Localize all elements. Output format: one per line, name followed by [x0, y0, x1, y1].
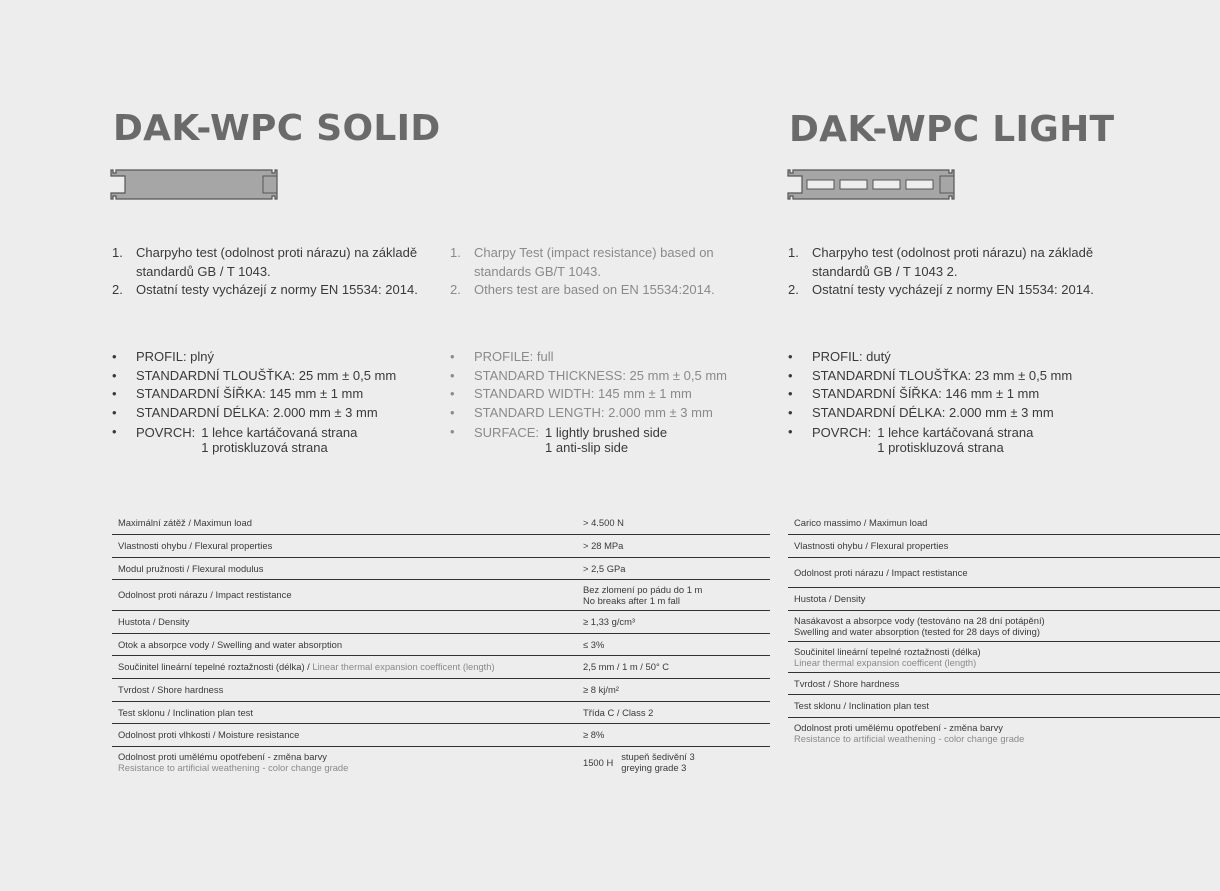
spec-item: • STANDARD WIDTH: 145 mm ± 1 mm — [450, 386, 692, 402]
table-row: Test sklonu / Inclination plan test — [788, 694, 1220, 717]
table-row: Tvrdost / Shore hardness ≥ 8 kj/m² — [112, 678, 770, 701]
table-row: Odolnost proti umělému opotřebení - změna barvy Resistance to artificial weathening - color change grade 1500 H stupeň šedivění 3 greying grade 3 — [118, 751, 695, 774]
spec-item: • PROFIL: plný — [112, 349, 215, 364]
light-properties-table — [788, 512, 1220, 749]
solid-profile-drawing — [110, 168, 278, 201]
spec-item: • STANDARD THICKNESS: 25 mm ± 0,5 mm — [450, 367, 727, 383]
light-notes-cz — [788, 244, 1118, 300]
table-row: Odolnost proti nárazu / Impact restistance Bez zlomení po pádu do 1 m No breaks after 1 m fall — [112, 579, 770, 610]
table-row: Maximální zátěž / Maximun load > 4.500 N — [112, 512, 770, 534]
spec-item: • PROFILE: full — [450, 349, 554, 364]
table-row: Vlastnosti ohybu / Flexural properties > 28 MPa — [112, 534, 770, 557]
spec-item: • STANDARDNÍ DÉLKA: 2.000 mm ± 3 mm — [788, 405, 1054, 421]
spec-item: • STANDARDNÍ TLOUŠŤKA: 23 mm ± 0,5 mm — [788, 367, 1073, 383]
table-row: Vlastnosti ohybu / Flexural properties — [788, 534, 1220, 557]
solid-title: DAK-WPC SOLID — [113, 108, 441, 149]
table-row: Tvrdost / Shore hardness — [788, 672, 1220, 694]
spec-item: • PROFIL: dutý — [788, 349, 891, 364]
table-row: Hustota / Density ≥ 1,33 g/cm³ — [112, 610, 770, 633]
spec-item: • STANDARDNÍ ŠÍŘKA: 146 mm ± 1 mm — [788, 386, 1040, 402]
note-item: 2. Others test are based on EN 15534:2014. — [450, 282, 715, 297]
spec-surface: • POVRCH: 1 lehce kartáčovaná strana 1 protiskluzová strana — [788, 423, 1034, 455]
table-row: Odolnost proti vlhkosti / Moisture resistance ≥ 8% — [112, 723, 770, 746]
note-item: 1. Charpyho test (odolnost proti nárazu) na základě standardů GB / T 1043 2. — [788, 245, 1094, 279]
solid-properties-table — [112, 512, 770, 778]
light-profile-drawing — [787, 168, 955, 201]
light-specs-cz — [788, 348, 1118, 455]
spec-surface: • POVRCH: 1 lehce kartáčovaná strana 1 protiskluzová strana — [112, 423, 358, 455]
table-row: Test sklonu / Inclination plan test Třída C / Class 2 — [112, 701, 770, 723]
note-item: 1. Charpy Test (impact resistance) based on standards GB/T 1043. — [450, 245, 714, 279]
table-row: Součinitel lineární tepelné roztažnosti (délka) / Linear thermal expansion coefficent (length) 2,5 mm / 1 m / 50° C — [112, 655, 770, 678]
table-row: Nasákavost a absorpce vody (testováno na 28 dní potápění) Swelling and water absorption (tested for 28 days of diving) — [788, 610, 1220, 641]
spec-item: • STANDARDNÍ ŠÍŘKA: 145 mm ± 1 mm — [112, 386, 364, 402]
table-row: Carico massimo / Maximun load — [788, 512, 1220, 534]
table-row: Hustota / Density — [788, 587, 1220, 610]
solid-notes-en — [450, 244, 750, 300]
table-row: Odolnost proti umělému opotřebení - změna barvy Resistance to artificial weathening - color change grade — [794, 722, 1025, 745]
table-row: Otok a absorpce vody / Swelling and water absorption ≤ 3% — [112, 633, 770, 655]
solid-specs-cz — [112, 348, 442, 455]
note-item: 2. Ostatní testy vycházejí z normy EN 15534: 2014. — [788, 282, 1094, 297]
note-item: 1. Charpyho test (odolnost proti nárazu) na základě standardů GB / T 1043. — [112, 245, 418, 279]
light-title: DAK-WPC LIGHT — [789, 109, 1115, 150]
solid-specs-en — [450, 348, 750, 455]
table-row: Součinitel lineární tepelné roztažnosti (délka) Linear thermal expansion coefficent (length) — [788, 641, 1220, 672]
solid-notes-cz — [112, 244, 442, 300]
note-item: 2. Ostatní testy vycházejí z normy EN 15534: 2014. — [112, 282, 418, 297]
spec-item: • STANDARDNÍ TLOUŠŤKA: 25 mm ± 0,5 mm — [112, 367, 397, 383]
table-row: Odolnost proti nárazu / Impact restistance — [788, 557, 1220, 587]
spec-item: • STANDARD LENGTH: 2.000 mm ± 3 mm — [450, 405, 713, 421]
table-row: Modul pružnosti / Flexural modulus > 2,5 GPa — [112, 557, 770, 579]
spec-item: • STANDARDNÍ DÉLKA: 2.000 mm ± 3 mm — [112, 405, 378, 421]
spec-surface: • SURFACE: 1 lightly brushed side 1 anti-slip side — [450, 423, 668, 455]
